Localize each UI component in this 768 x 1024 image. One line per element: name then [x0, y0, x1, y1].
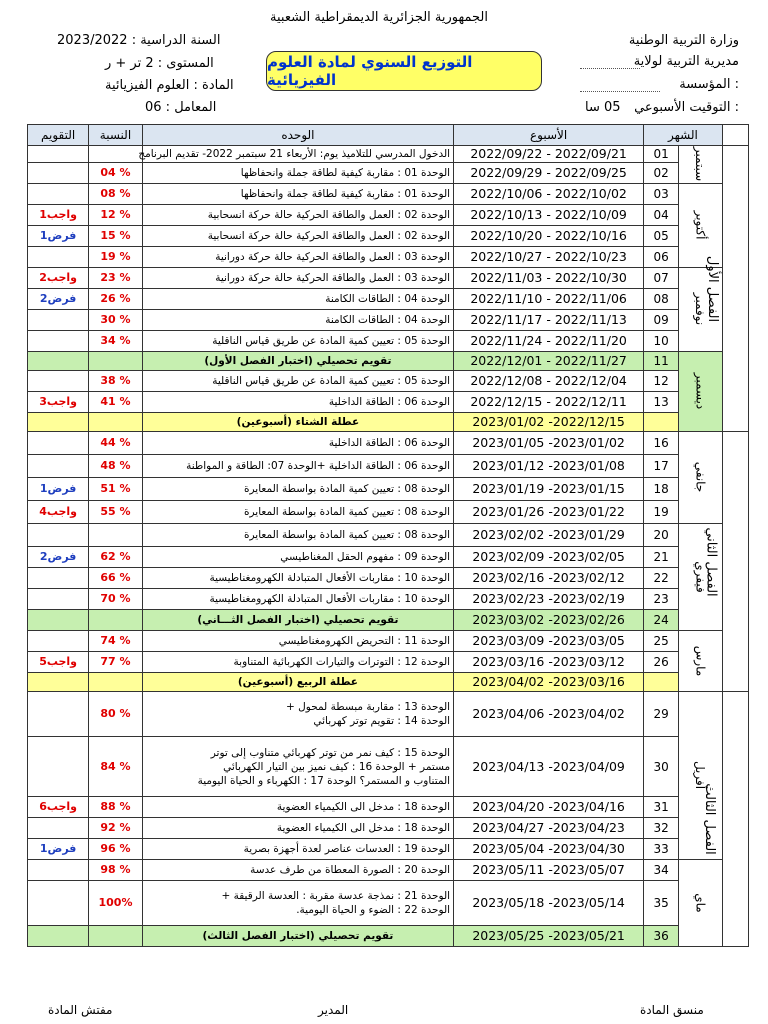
week-number: 09: [644, 310, 679, 331]
unit-description: الدخول المدرسي للتلاميذ يوم: الأربعاء 21 سبتمبر 2022- تقديم البرنامج: [142, 146, 453, 163]
unit-description: الوحدة 06 : الطاقة الداخلية: [142, 432, 453, 455]
unit-description: تقويم تحصيلي (اختبار الفصل الثالث): [142, 926, 453, 947]
week-dates: 2023/02/02 -2023/01/29: [454, 524, 644, 547]
week-number: 29: [644, 692, 679, 737]
evaluation-badge: [28, 310, 89, 331]
evaluation-badge: [28, 331, 89, 352]
week-dates: 2023/05/04 -2023/04/30: [454, 839, 644, 860]
week-row: [28, 589, 749, 610]
week-number: 33: [644, 839, 679, 860]
progress-percent: 100%: [89, 881, 143, 926]
unit-description: الوحدة 05 : تعيين كمية المادة عن طريق قياس الناقلية: [142, 331, 453, 352]
unit-description: الوحدة 12 : التوترات والتيارات الكهربائية المتناوبة: [142, 652, 453, 673]
evaluation-column-header: التقويم: [28, 125, 89, 146]
unit-description: الوحدة 18 : مدخل الى الكيمياء العضوية: [142, 797, 453, 818]
exam-row: [28, 610, 749, 631]
week-dates: 2023/05/25 -2023/05/21: [454, 926, 644, 947]
week-number: 34: [644, 860, 679, 881]
progress-percent: 34 %: [89, 331, 143, 352]
week-row: [28, 501, 749, 524]
week-dates: 2022/10/13 - 2022/10/09: [454, 205, 644, 226]
week-dates: 2022/09/22 - 2022/09/21: [454, 146, 644, 163]
progress-percent: 88 %: [89, 797, 143, 818]
week-number: 13: [644, 392, 679, 413]
evaluation-badge: [28, 432, 89, 455]
exam-row: [28, 352, 749, 371]
week-row: [28, 289, 749, 310]
week-row: [28, 392, 749, 413]
semester-label: الفصل الثالث: [702, 783, 718, 855]
week-row: [28, 331, 749, 352]
week-dates: 2023/01/02 -2022/12/15: [454, 413, 644, 432]
unit-description: عطلة الشتاء (أسبوعين): [142, 413, 453, 432]
holiday-row: [28, 413, 749, 432]
unit-description: الوحدة 11 : التحريض الكهرومغناطيسي: [142, 631, 453, 652]
evaluation-badge: [28, 673, 89, 692]
week-dates: 2023/04/20 -2023/04/16: [454, 797, 644, 818]
week-row: [28, 371, 749, 392]
progress-percent: 62 %: [89, 547, 143, 568]
week-row: [28, 547, 749, 568]
evaluation-badge: [28, 371, 89, 392]
month-label: ديسمبر: [693, 372, 708, 410]
directorate-label: مديرية التربية لولاية: [633, 54, 739, 69]
progress-percent: 80 %: [89, 692, 143, 737]
week-dates: 2023/01/26 -2023/01/22: [454, 501, 644, 524]
evaluation-badge: [28, 352, 89, 371]
week-row: [28, 692, 749, 737]
progress-percent: 15 %: [89, 226, 143, 247]
month-cell: [679, 432, 723, 524]
week-dates: 2023/03/02 -2023/02/26: [454, 610, 644, 631]
week-row: [28, 652, 749, 673]
week-number: 12: [644, 371, 679, 392]
week-dates: 2023/04/06 -2023/04/02: [454, 692, 644, 737]
week-row: [28, 818, 749, 839]
week-number: 05: [644, 226, 679, 247]
week-number: 19: [644, 501, 679, 524]
week-row: [28, 432, 749, 455]
week-row: [28, 478, 749, 501]
progress-percent: 98 %: [89, 860, 143, 881]
progress-percent: 77 %: [89, 652, 143, 673]
directorate-fill: [580, 68, 640, 69]
evaluation-badge: [28, 818, 89, 839]
week-dates: 2022/11/03 - 2022/10/30: [454, 268, 644, 289]
evaluation-badge: [28, 860, 89, 881]
week-number: 26: [644, 652, 679, 673]
evaluation-badge: فرض1: [28, 478, 89, 501]
progress-percent: 04 %: [89, 163, 143, 184]
week-dates: 2022/11/17 - 2022/11/13: [454, 310, 644, 331]
evaluation-badge: [28, 631, 89, 652]
unit-description: الوحدة 06 : الطاقة الداخلية +الوحدة 07: الطاقة و المواطنة: [142, 455, 453, 478]
week-row: [28, 247, 749, 268]
progress-percent: 44 %: [89, 432, 143, 455]
unit-description: الوحدة 04 : الطاقات الكامنة: [142, 310, 453, 331]
evaluation-badge: [28, 455, 89, 478]
month-label: سبتمبر: [693, 146, 708, 182]
progress-percent: 08 %: [89, 184, 143, 205]
month-cell: [679, 352, 723, 432]
unit-description: الوحدة 04 : الطاقات الكامنة: [142, 289, 453, 310]
week-number: 31: [644, 797, 679, 818]
evaluation-badge: [28, 881, 89, 926]
week-row: [28, 737, 749, 797]
week-number: 35: [644, 881, 679, 926]
month-label: أفريل: [693, 760, 708, 790]
semester-label: الفصل الثاني: [703, 526, 719, 597]
week-number: 01: [644, 146, 679, 163]
week-row: [28, 163, 749, 184]
semester-label: الفصل الأول: [704, 255, 720, 322]
week-number: 06: [644, 247, 679, 268]
week-dates: 2023/01/19 -2023/01/15: [454, 478, 644, 501]
unit-line: الوحدة 14 : تقويم توتر كهربائي: [313, 715, 451, 727]
unit-description: الوحدة 19 : العدسات عناصر لعدة أجهزة بصرية: [142, 839, 453, 860]
week-number: 11: [644, 352, 679, 371]
progress-percent: 41 %: [89, 392, 143, 413]
evaluation-badge: [28, 146, 89, 163]
progress-percent: 51 %: [89, 478, 143, 501]
unit-description: الوحدة 03 : العمل والطاقة الحركية حالة حركة دورانية: [142, 247, 453, 268]
progress-percent: [89, 673, 143, 692]
week-dates: 2022/11/10 - 2022/11/06: [454, 289, 644, 310]
evaluation-badge: واجب2: [28, 268, 89, 289]
week-number: 30: [644, 737, 679, 797]
week-column-header: الأسبوع: [454, 125, 644, 146]
week-number: [644, 413, 679, 432]
progress-percent: 66 %: [89, 568, 143, 589]
institution-fill: [580, 91, 660, 92]
month-cell: [679, 146, 723, 184]
evaluation-badge: [28, 568, 89, 589]
unit-description: تقويم تحصيلي (اختبار الفصل الثـــاني): [142, 610, 453, 631]
unit-description: الوحدة 03 : العمل والطاقة الحركية حالة حركة دورانية: [142, 268, 453, 289]
week-dates: 2023/01/05 -2023/01/02: [454, 432, 644, 455]
week-row: [28, 205, 749, 226]
week-dates: 2023/02/16 -2023/02/12: [454, 568, 644, 589]
evaluation-badge: [28, 737, 89, 797]
progress-percent: [89, 413, 143, 432]
week-row: [28, 455, 749, 478]
evaluation-badge: [28, 163, 89, 184]
progress-percent: 70 %: [89, 589, 143, 610]
holiday-row: [28, 673, 749, 692]
coefficient: المعامل : 06: [145, 100, 217, 115]
month-column-header: الشهر: [644, 125, 723, 146]
annual-plan-table: [27, 124, 749, 947]
month-label: جانفي: [693, 461, 708, 493]
week-dates: 2022/09/29 - 2022/09/25: [454, 163, 644, 184]
unit-column-header: الوحده: [142, 125, 453, 146]
school-year: السنة الدراسية : 2023/2022: [57, 33, 221, 48]
unit-description: الوحدة 10 : مقاربات الأفعال المتبادلة الكهرومغناطيسية: [142, 568, 453, 589]
evaluation-badge: [28, 926, 89, 947]
week-dates: 2022/12/01 - 2022/11/27: [454, 352, 644, 371]
unit-description: [142, 881, 453, 926]
semester-cell: [704, 146, 748, 432]
unit-description: الوحدة 08 : تعيين كمية المادة بواسطة المعايرة: [142, 501, 453, 524]
unit-description: الوحدة 08 : تعيين كمية المادة بواسطة المعايرة: [142, 524, 453, 547]
week-number: 10: [644, 331, 679, 352]
progress-percent: 84 %: [89, 737, 143, 797]
progress-percent: [89, 146, 143, 163]
progress-percent: 48 %: [89, 455, 143, 478]
evaluation-badge: [28, 184, 89, 205]
week-row: [28, 839, 749, 860]
progress-percent: 96 %: [89, 839, 143, 860]
week-number: 23: [644, 589, 679, 610]
month-label: فيفري: [693, 560, 708, 593]
progress-percent: 38 %: [89, 371, 143, 392]
evaluation-badge: واجب3: [28, 392, 89, 413]
level: المستوى : 2 تر + ر: [105, 56, 214, 71]
evaluation-badge: واجب1: [28, 205, 89, 226]
week-row: [28, 797, 749, 818]
unit-description: الوحدة 02 : العمل والطاقة الحركية حالة حركة انسحابية: [142, 205, 453, 226]
progress-percent: 19 %: [89, 247, 143, 268]
progress-percent: 55 %: [89, 501, 143, 524]
week-number: 07: [644, 268, 679, 289]
month-cell: [679, 860, 723, 947]
unit-line: مستمر + الوحدة 16 : كيف نميز بين التيار الكهربائي: [223, 760, 451, 773]
month-cell: [679, 631, 723, 692]
week-row: [28, 881, 749, 926]
evaluation-badge: فرض1: [28, 226, 89, 247]
evaluation-badge: واجب4: [28, 501, 89, 524]
week-dates: 2023/02/09 -2023/02/05: [454, 547, 644, 568]
week-dates: 2022/10/20 - 2022/10/16: [454, 226, 644, 247]
unit-description: الوحدة 01 : مقاربة كيفية لطاقة جملة وانحفاظها: [142, 163, 453, 184]
unit-description: الوحدة 10 : مقاربات الأفعال المتبادلة الكهرومغناطيسية: [142, 589, 453, 610]
unit-line: الوحدة 21 : نمذجة عدسة مقربة : العدسة الرقيقة +: [221, 890, 451, 902]
evaluation-badge: [28, 413, 89, 432]
week-dates: 2022/12/08 - 2022/12/04: [454, 371, 644, 392]
evaluation-badge: واجب5: [28, 652, 89, 673]
month-label: نوفمبر: [693, 292, 708, 326]
progress-percent: 26 %: [89, 289, 143, 310]
evaluation-badge: فرض2: [28, 289, 89, 310]
document-title: التوزيع السنوي لمادة العلوم الفيزيائية: [266, 51, 542, 91]
progress-percent: 74 %: [89, 631, 143, 652]
unit-description: تقويم تحصيلي (اختبار الفصل الأول): [142, 352, 453, 371]
semester-cell: [703, 432, 748, 692]
evaluation-badge: [28, 524, 89, 547]
week-number: 36: [644, 926, 679, 947]
week-row: [28, 184, 749, 205]
progress-percent: [89, 610, 143, 631]
unit-description: الوحدة 05 : تعيين كمية المادة عن طريق قياس الناقلية: [142, 371, 453, 392]
evaluation-badge: [28, 692, 89, 737]
week-dates: 2023/03/09 -2023/03/05: [454, 631, 644, 652]
week-number: 20: [644, 524, 679, 547]
evaluation-badge: فرض1: [28, 839, 89, 860]
week-number: 17: [644, 455, 679, 478]
week-row: [28, 226, 749, 247]
month-label: ماي: [693, 892, 708, 913]
unit-description: [142, 737, 453, 797]
week-number: 21: [644, 547, 679, 568]
week-dates: 2022/10/06 - 2022/10/02: [454, 184, 644, 205]
week-number: 08: [644, 289, 679, 310]
exam-row: [28, 926, 749, 947]
evaluation-badge: واجب6: [28, 797, 89, 818]
week-number: 18: [644, 478, 679, 501]
week-number: 25: [644, 631, 679, 652]
weekly-time-label: التوقيت الأسبوعي :: [634, 100, 739, 115]
week-dates: 2023/02/23 -2023/02/19: [454, 589, 644, 610]
progress-percent: 12 %: [89, 205, 143, 226]
semester-column-header: [722, 125, 748, 146]
unit-description: الوحدة 06 : الطاقة الداخلية: [142, 392, 453, 413]
evaluation-badge: فرض2: [28, 547, 89, 568]
week-dates: 2023/03/16 -2023/03/12: [454, 652, 644, 673]
week-dates: 2023/04/13 -2023/04/09: [454, 737, 644, 797]
unit-description: الوحدة 02 : العمل والطاقة الحركية حالة حركة انسحابية: [142, 226, 453, 247]
evaluation-badge: [28, 247, 89, 268]
week-row: [28, 860, 749, 881]
director-signature: المدير: [318, 1003, 349, 1017]
week-number: [644, 673, 679, 692]
percent-column-header: النسبة: [89, 125, 143, 146]
evaluation-badge: [28, 610, 89, 631]
progress-percent: 23 %: [89, 268, 143, 289]
evaluation-badge: [28, 589, 89, 610]
unit-description: الوحدة 08 : تعيين كمية المادة بواسطة المعايرة: [142, 478, 453, 501]
unit-line: الوحدة 22 : الضوء و الحياة اليومية.: [296, 904, 451, 916]
inspector-signature: مفتش المادة: [48, 1003, 113, 1017]
semester-cell: [702, 692, 748, 947]
week-dates: 2023/01/12 -2023/01/08: [454, 455, 644, 478]
unit-description: الوحدة 20 : الصورة المعطاة من طرف عدسة: [142, 860, 453, 881]
week-row: [28, 310, 749, 331]
unit-description: الوحدة 18 : مدخل الى الكيمياء العضوية: [142, 818, 453, 839]
week-dates: 2023/04/27 -2023/04/23: [454, 818, 644, 839]
week-dates: 2023/05/11 -2023/05/07: [454, 860, 644, 881]
week-number: 16: [644, 432, 679, 455]
week-number: 24: [644, 610, 679, 631]
week-number: 32: [644, 818, 679, 839]
unit-line: الوحدة 15 : كيف نمر من توتر كهربائي متناوب إلى توتر: [210, 746, 451, 759]
progress-percent: [89, 524, 143, 547]
subject: المادة : العلوم الفيزيائية: [105, 78, 234, 93]
week-row: [28, 268, 749, 289]
week-dates: 2023/05/18 -2023/05/14: [454, 881, 644, 926]
coordinator-signature: منسق المادة: [640, 1003, 704, 1017]
week-dates: 2022/11/24 - 2022/11/20: [454, 331, 644, 352]
progress-percent: 30 %: [89, 310, 143, 331]
week-number: 03: [644, 184, 679, 205]
month-label: مارس: [693, 645, 708, 676]
progress-percent: 92 %: [89, 818, 143, 839]
institution-label: المؤسسة :: [679, 77, 739, 92]
week-number: 02: [644, 163, 679, 184]
progress-percent: [89, 352, 143, 371]
table-header-row: [28, 125, 749, 146]
week-row: [28, 568, 749, 589]
unit-description: الوحدة 01 : مقاربة كيفية لطاقة جملة وانحفاظها: [142, 184, 453, 205]
week-number: 22: [644, 568, 679, 589]
unit-description: [142, 692, 453, 737]
unit-line: المتناوب و المستمر؟ الوحدة 17 : الكهرباء و الحياة اليومية: [197, 774, 451, 787]
republic-heading: الجمهورية الجزائرية الديمقراطية الشعبية: [270, 10, 488, 25]
unit-line: الوحدة 13 : مقاربة مبسطة لمحول +: [286, 701, 451, 713]
weekly-time-value: 05 سا: [585, 100, 621, 115]
week-row: [28, 631, 749, 652]
progress-percent: [89, 926, 143, 947]
week-dates: 2023/04/02 -2023/03/16: [454, 673, 644, 692]
week-dates: 2022/12/15 - 2022/12/11: [454, 392, 644, 413]
month-label: أكتوبر: [693, 210, 708, 240]
unit-description: الوحدة 09 : مفهوم الحقل المغناطيسي: [142, 547, 453, 568]
unit-description: عطلة الربيع (أسبوعين): [142, 673, 453, 692]
week-row: [28, 524, 749, 547]
week-row: [28, 146, 749, 163]
month-cell: [679, 184, 723, 268]
week-dates: 2022/10/27 - 2022/10/23: [454, 247, 644, 268]
week-number: 04: [644, 205, 679, 226]
ministry-label: وزارة التربية الوطنية: [628, 33, 739, 48]
